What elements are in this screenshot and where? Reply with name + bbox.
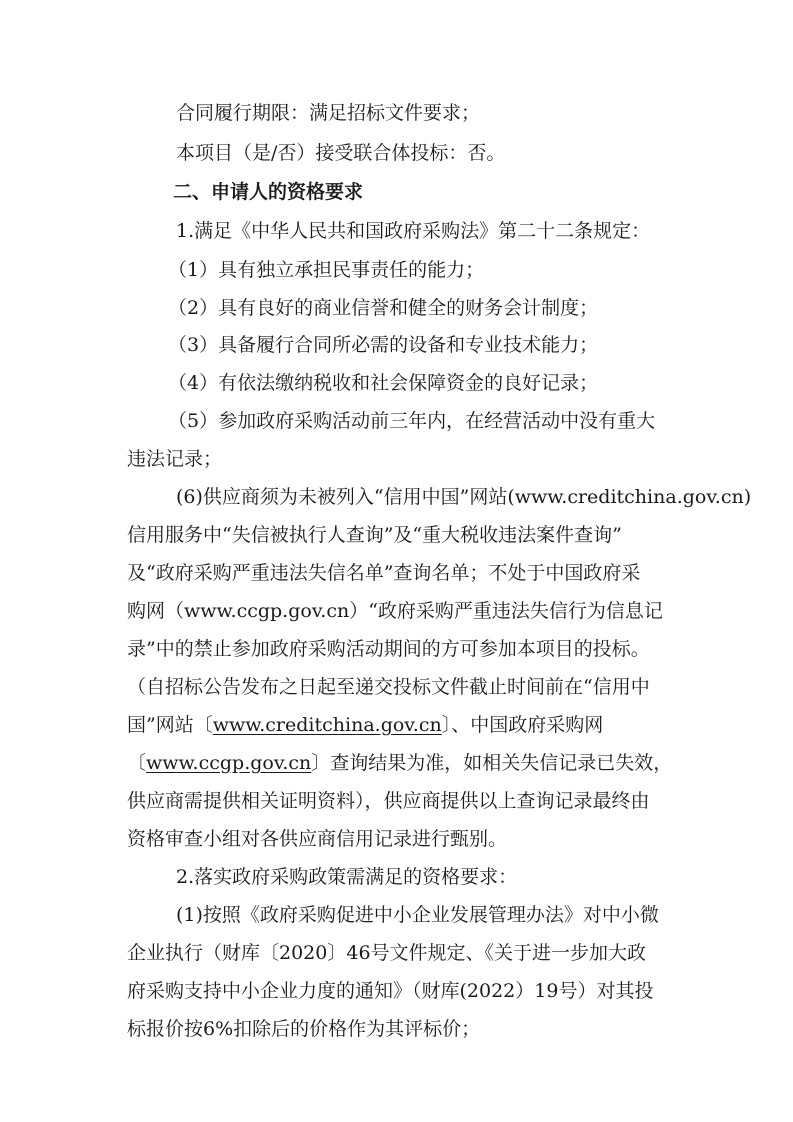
clause-1-item-5-cont: 违法记录； xyxy=(127,448,223,470)
clause-2-item-1-line-2: 企业执行（财库〔2020〕46号文件规定、《关于进一步加大政 xyxy=(127,942,647,964)
clause-1-item-4: （4）有依法缴纳税收和社会保障资金的良好记录； xyxy=(168,372,599,394)
clause-2-item-1-line-4: 标报价按6%扣除后的价格作为其评标价； xyxy=(127,1018,481,1040)
clause-1-item-6-line-2: 信用服务中“失信被执行人查询”及“重大税收违法案件查询” xyxy=(127,524,622,546)
clause-1-item-6-line-3: 及“政府采购严重违法失信名单”查询名单；不处于中国政府采 xyxy=(127,562,641,584)
clause-1-item-2: （2）具有良好的商业信誉和健全的财务会计制度； xyxy=(168,297,599,319)
clause-1-item-6: (6)供应商须为未被列入“信用中国”网站(www.creditchina.gov.cn) xyxy=(176,486,752,508)
line-7-suffix: 〕、中国政府采购网 xyxy=(441,714,604,736)
clause-1-item-6-line-8 xyxy=(127,745,672,781)
creditchina-link[interactable]: www.creditchina.gov.cn xyxy=(212,714,442,736)
clause-1-item-5: （5）参加政府采购活动前三年内，在经营活动中没有重大 xyxy=(168,410,656,432)
clause-1-item-6-line-5: 录”中的禁止参加政府采购活动期间的方可参加本项目的投标。 xyxy=(127,638,650,660)
line-7-prefix: 国”网站〔 xyxy=(127,714,213,736)
contract-period-line: 合同履行期限：满足招标文件要求； xyxy=(176,102,481,124)
clause-2-item-1: (1)按照《政府采购促进中小企业发展管理办法》对中小微 xyxy=(176,904,659,926)
clause-2-intro: 2.落实政府采购政策需满足的资格要求： xyxy=(176,866,518,888)
line-8-suffix: 〕查询结果为准，如相关失信记录已失效， xyxy=(311,752,673,774)
clause-1-intro: 1.满足《中华人民共和国政府采购法》第二十二条规定： xyxy=(176,220,651,242)
section-heading: 二、申请人的资格要求 xyxy=(173,181,364,203)
clause-1-item-1: （1）具有独立承担民事责任的能力； xyxy=(168,259,485,281)
consortium-bid-line: 本项目（是/否）接受联合体投标：否。 xyxy=(176,142,506,164)
clause-1-item-6-line-10: 资格审查小组对各供应商信用记录进行甄别。 xyxy=(127,828,508,850)
clause-2-item-1-line-3: 府采购支持中小企业力度的通知》（财库(2022）19号）对其投 xyxy=(127,980,654,1002)
clause-1-item-6-line-4: 购网（www.ccgp.gov.cn）“政府采购严重违法失信行为信息记 xyxy=(127,600,663,622)
ccgp-link[interactable]: www.ccgp.gov.cn xyxy=(146,752,312,774)
clause-1-item-6-line-6: （自招标公告发布之日起至递交投标文件截止时间前在“信用中 xyxy=(127,676,650,698)
clause-1-item-6-line-9: 供应商需提供相关证明资料），供应商提供以上查询记录最终由 xyxy=(127,790,650,812)
clause-1-item-6-line-7 xyxy=(127,707,603,743)
clause-1-item-3: （3）具备履行合同所必需的设备和专业技术能力； xyxy=(168,334,599,356)
line-8-prefix: 〔 xyxy=(127,752,147,774)
